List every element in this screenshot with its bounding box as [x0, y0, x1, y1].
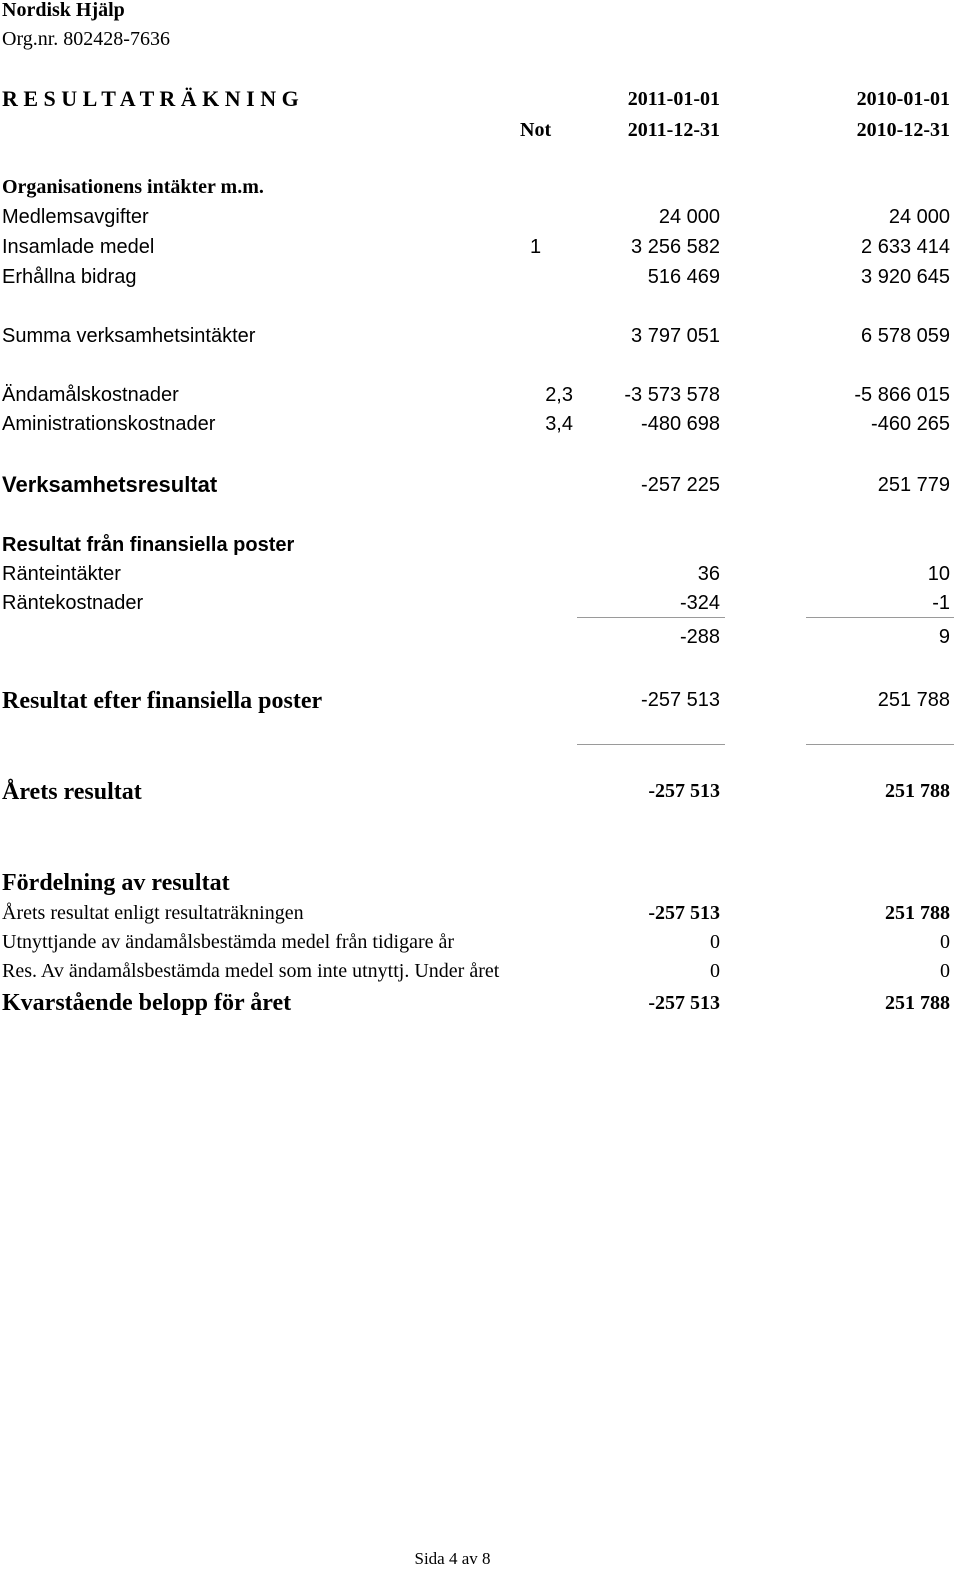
after-financial-label: Resultat efter finansiella poster: [2, 688, 323, 714]
year-result-2010: 251 788: [885, 780, 950, 802]
distribution-row-2010: 0: [940, 960, 950, 982]
operating-result-2011: -257 225: [641, 474, 720, 496]
col2-from-date: 2010-01-01: [856, 88, 950, 110]
distribution-row-2010: 251 788: [885, 902, 950, 924]
financial-subtotal-2010: 9: [938, 626, 950, 648]
income-sum-label: Summa verksamhetsintäkter: [2, 325, 256, 347]
subtotal-rule-2011: [577, 617, 725, 618]
operating-result-2010: 251 779: [877, 474, 950, 496]
distribution-row-2010: 0: [940, 931, 950, 953]
distribution-heading: Fördelning av resultat: [2, 870, 230, 896]
remaining-amount-2010: 251 788: [885, 992, 950, 1014]
year-result-label: Årets resultat: [2, 779, 142, 805]
cost-row-note: 3,4: [545, 413, 573, 435]
not-column-header: Not: [520, 119, 552, 141]
income-sum-2010: 6 578 059: [861, 325, 950, 347]
cost-row-label: Aministrationskostnader: [2, 413, 216, 435]
page-number: Sida 4 av 8: [414, 1549, 491, 1568]
income-row-2010: 3 920 645: [861, 266, 950, 288]
financial-row-label: Räntekostnader: [2, 592, 144, 614]
financial-row-2010: -1: [932, 592, 950, 614]
remaining-amount-2011: -257 513: [648, 992, 720, 1014]
cost-row-2010: -5 866 015: [854, 384, 950, 406]
organisation-number: Org.nr. 802428-7636: [2, 28, 170, 50]
total-rule-2010: [806, 744, 954, 745]
subtotal-rule-2010: [806, 617, 954, 618]
financial-row-2010: 10: [927, 563, 950, 585]
financial-heading: Resultat från finansiella poster: [2, 534, 295, 556]
financial-row-label: Ränteintäkter: [2, 563, 121, 585]
col1-from-date: 2011-01-01: [627, 88, 720, 110]
distribution-row-label: Årets resultat enligt resultaträkningen: [2, 902, 304, 924]
income-row-2011: 516 469: [647, 266, 720, 288]
operating-result-label: Verksamhetsresultat: [2, 472, 218, 497]
income-heading: Organisationens intäkter m.m.: [2, 176, 264, 198]
total-rule-2011: [577, 744, 725, 745]
financial-row-2011: -324: [679, 592, 720, 614]
financial-row-2011: 36: [697, 563, 720, 585]
remaining-amount-label: Kvarstående belopp för året: [2, 990, 292, 1016]
after-financial-2011: -257 513: [641, 689, 720, 711]
income-row-2010: 2 633 414: [861, 236, 950, 258]
income-row-label: Erhållna bidrag: [2, 266, 137, 288]
year-result-2011: -257 513: [648, 780, 720, 802]
cost-row-2011: -3 573 578: [624, 384, 720, 406]
income-row-note: 1: [530, 236, 542, 258]
income-row-2011: 3 256 582: [631, 236, 720, 258]
distribution-row-label: Utnyttjande av ändamålsbestämda medel från tidigare år: [2, 931, 455, 953]
financial-subtotal-2011: -288: [679, 626, 720, 648]
income-sum-2011: 3 797 051: [631, 325, 720, 347]
organisation-name: Nordisk Hjälp: [2, 0, 125, 21]
col1-to-date: 2011-12-31: [627, 119, 720, 141]
income-row-2010: 24 000: [888, 206, 950, 228]
after-financial-2010: 251 788: [877, 689, 950, 711]
col2-to-date: 2010-12-31: [856, 119, 950, 141]
income-row-2011: 24 000: [658, 206, 720, 228]
cost-row-note: 2,3: [545, 384, 573, 406]
distribution-row-2011: 0: [710, 960, 720, 982]
cost-row-2010: -460 265: [871, 413, 950, 435]
statement-title: R E S U L T A T R Ä K N I N G: [2, 86, 299, 111]
distribution-row-2011: 0: [710, 931, 720, 953]
cost-row-2011: -480 698: [641, 413, 720, 435]
distribution-row-label: Res. Av ändamålsbestämda medel som inte utnyttj. Under året: [2, 960, 500, 982]
income-row-label: Insamlade medel: [2, 236, 155, 258]
income-row-label: Medlemsavgifter: [2, 206, 149, 228]
cost-row-label: Ändamålskostnader: [2, 384, 179, 406]
distribution-row-2011: -257 513: [648, 902, 720, 924]
